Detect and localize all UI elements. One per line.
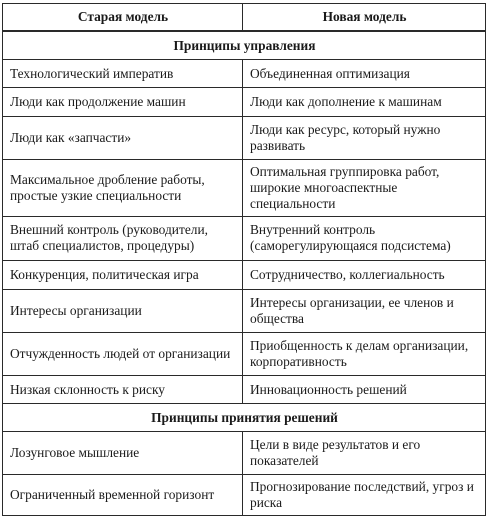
old-model-cell: Внешний контроль (руководители, штаб специалистов, процедуры) bbox=[3, 216, 243, 260]
table-row bbox=[3, 60, 486, 88]
section-title-management-principles: Принципы управления bbox=[3, 31, 486, 60]
section-row bbox=[3, 404, 486, 432]
table-row bbox=[3, 474, 486, 515]
section-title-decision-principles: Принципы принятия решений bbox=[3, 404, 486, 432]
header-row bbox=[3, 4, 486, 32]
new-model-cell: Инновационность решений bbox=[243, 375, 486, 404]
old-model-cell: Технологический императив bbox=[3, 60, 243, 88]
old-model-cell: Люди как продолжение машин bbox=[3, 87, 243, 116]
new-model-cell: Объединенная оптимизация bbox=[243, 60, 486, 88]
old-model-cell: Ограниченный временной горизонт bbox=[3, 474, 243, 515]
new-model-cell: Интересы организации, ее членов и общества bbox=[243, 289, 486, 332]
column-header-new-model: Новая модель bbox=[243, 4, 486, 32]
old-model-cell: Отчужденность людей от организации bbox=[3, 332, 243, 375]
section-row bbox=[3, 31, 486, 60]
old-model-cell: Люди как «запчасти» bbox=[3, 116, 243, 159]
old-model-cell: Интересы организации bbox=[3, 289, 243, 332]
old-model-cell: Максимальное дробление работы, простые узкие специальности bbox=[3, 159, 243, 216]
new-model-cell: Люди как ресурс, который нужно развивать bbox=[243, 116, 486, 159]
old-model-cell: Лозунговое мышление bbox=[3, 431, 243, 474]
old-model-cell: Конкуренция, политическая игра bbox=[3, 261, 243, 290]
new-model-cell: Внутренний контроль (саморегулирующаяся подсистема) bbox=[243, 216, 486, 260]
comparison-table bbox=[2, 3, 486, 516]
table-row bbox=[3, 261, 486, 290]
table-row bbox=[3, 87, 486, 116]
table-row bbox=[3, 375, 486, 404]
table-row bbox=[3, 332, 486, 375]
table-row bbox=[3, 159, 486, 216]
table-row bbox=[3, 216, 486, 260]
new-model-cell: Приобщенность к делам организации, корпоративность bbox=[243, 332, 486, 375]
old-model-cell: Низкая склонность к риску bbox=[3, 375, 243, 404]
new-model-cell: Сотрудничество, коллегиальность bbox=[243, 261, 486, 290]
new-model-cell: Люди как дополнение к машинам bbox=[243, 87, 486, 116]
new-model-cell: Оптимальная группировка работ, широкие многоаспектные специальности bbox=[243, 159, 486, 216]
table-row bbox=[3, 289, 486, 332]
new-model-cell: Цели в виде результатов и его показателей bbox=[243, 431, 486, 474]
new-model-cell: Прогнозирование последствий, угроз и риска bbox=[243, 474, 486, 515]
table-row bbox=[3, 116, 486, 159]
column-header-old-model: Старая модель bbox=[3, 4, 243, 32]
table-row bbox=[3, 431, 486, 474]
